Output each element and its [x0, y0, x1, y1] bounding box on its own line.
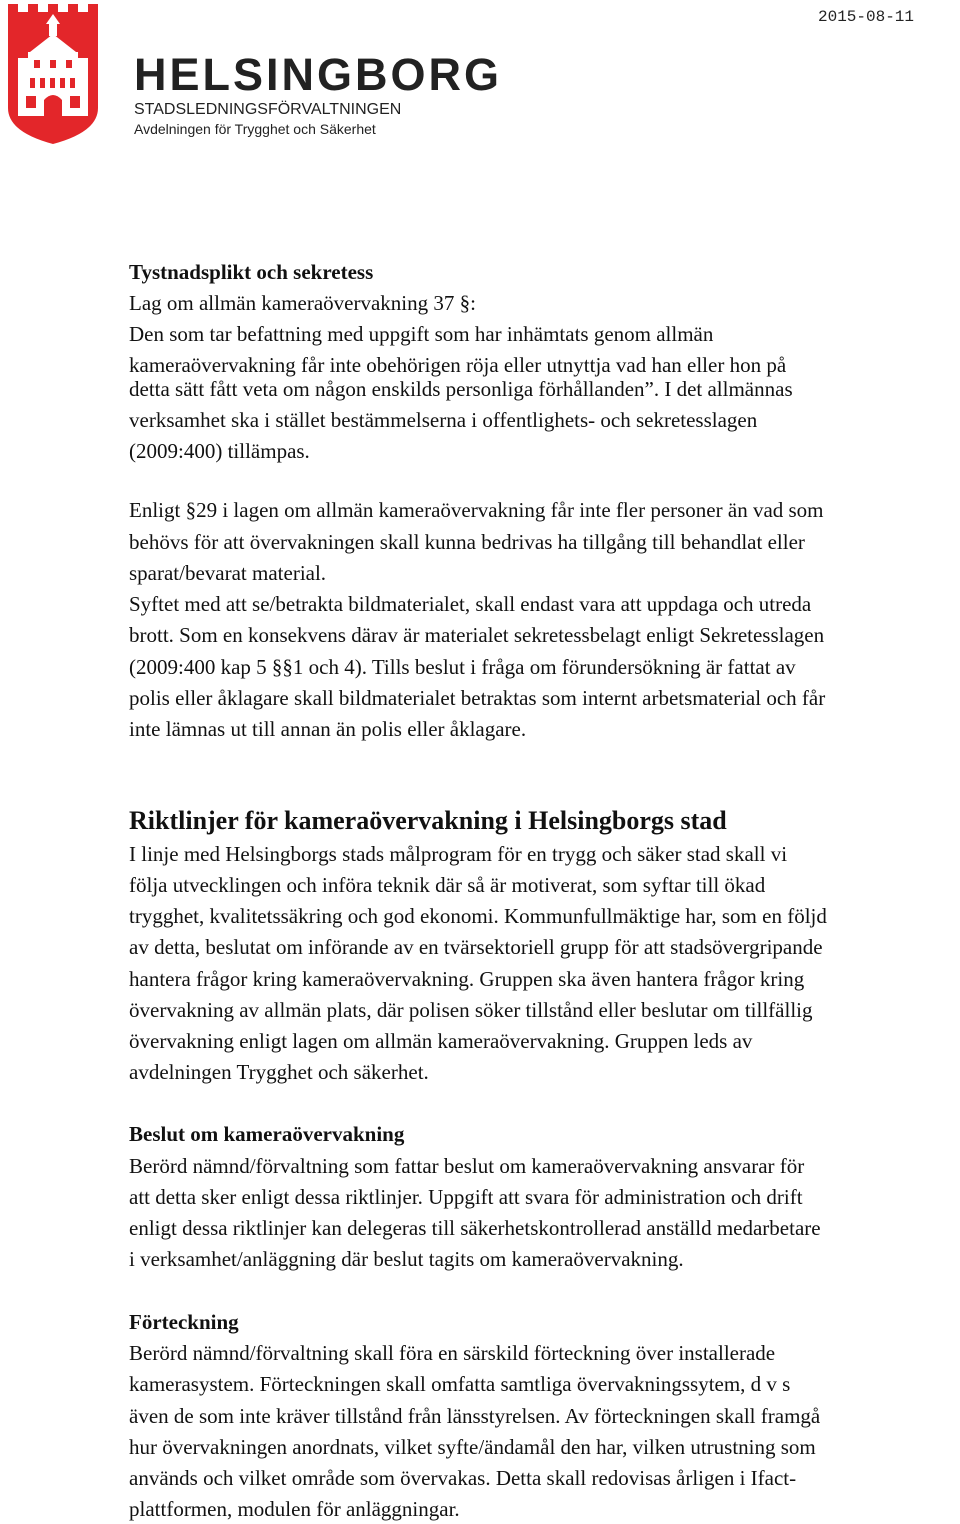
text-line: (2009:400 kap 5 §§1 och 4). Tills beslut i fråga om förundersökning är fattat av [129, 655, 796, 679]
helsingborg-coat-of-arms-icon [8, 4, 98, 144]
heading-forteckning: Förteckning [129, 1310, 239, 1334]
text-line: behövs för att övervakningen skall kunna bedrivas ha tillgång till behandlat eller [129, 530, 805, 554]
text-line: övervakning av allmän plats, där polisen söker tillstånd eller beslutar om tillfällig [129, 998, 813, 1022]
heading-tystnadsplikt: Tystnadsplikt och sekretess [129, 260, 374, 284]
text-line: av detta, beslutat om införande av en tvärsektoriell grupp för att stadsövergripande [129, 935, 823, 959]
text-line: hantera frågor kring kameraövervakning. Gruppen ska även hantera frågor kring [129, 967, 805, 991]
text-line: att detta sker enligt dessa riktlinjer. Uppgift att svara för administration och drift [129, 1185, 803, 1209]
org-name: HELSINGBORG [134, 49, 503, 100]
text-line: Enligt §29 i lagen om allmän kameraövervakning får inte fler personer än vad som [129, 498, 824, 522]
section-title-riktlinjer: Riktlinjer för kameraövervakning i Helsingborgs stad [129, 806, 727, 835]
text-line: Syftet med att se/betrakta bildmaterialet, skall endast vara att uppdaga och utreda [129, 592, 812, 616]
text-line: avdelningen Trygghet och säkerhet. [129, 1060, 429, 1084]
text-line: kameraövervakning får inte obehörigen röja eller utnyttja vad han eller hon på [129, 353, 787, 377]
text-line: Berörd nämnd/förvaltning som fattar beslut om kameraövervakning ansvarar för [129, 1154, 805, 1178]
org-unit: STADSLEDNINGSFÖRVALTNINGEN [134, 101, 402, 118]
text-line: brott. Som en konsekvens därav är materialet sekretessbelagt enligt Sekretesslagen [129, 623, 825, 647]
document-date: 2015-08-11 [817, 8, 914, 26]
text-line: (2009:400) tillämpas. [129, 439, 310, 463]
text-line: i verksamhet/anläggning där beslut tagits om kameraövervakning. [129, 1247, 684, 1271]
heading-beslut: Beslut om kameraövervakning [129, 1122, 405, 1146]
org-division: Avdelningen för Trygghet och Säkerhet [134, 121, 376, 137]
text-line: polis eller åklagare skall bildmaterialet betraktas som internt arbetsmaterial och får [129, 686, 826, 710]
text-line: kamerasystem. Förteckningen skall omfatta samtliga övervakningssytem, d v s [129, 1372, 791, 1396]
text-line: hur övervakningen anordnats, vilket syfte/ändamål den har, vilken utrustning som [129, 1435, 816, 1459]
text-line: trygghet, kvalitetssäkring och god ekonomi. Kommunfullmäktige har, som en följd [129, 904, 827, 928]
text-line: enligt dessa riktlinjer kan delegeras till säkerhetskontrollerad anställd medarbetare [129, 1216, 821, 1240]
text-line: detta sätt fått veta om någon enskilds personliga förhållanden”. I det allmännas [129, 377, 793, 401]
text-line: övervakning enligt lagen om allmän kameraövervakning. Gruppen leds av [129, 1029, 753, 1053]
text-line: I linje med Helsingborgs stads målprogram för en trygg och säker stad skall vi [129, 842, 788, 866]
text-line: används och vilket område som övervakas. Detta skall redovisas årligen i Ifact- [129, 1466, 797, 1490]
text-line: inte lämnas ut till annan än polis eller åklagare. [129, 717, 527, 741]
text-line: även de som inte kräver tillstånd från länsstyrelsen. Av förteckningen skall framgå [129, 1404, 821, 1428]
text-line: Den som tar befattning med uppgift som har inhämtats genom allmän [129, 322, 714, 346]
text-line: verksamhet ska i stället bestämmelserna i offentlighets- och sekretesslagen [129, 408, 758, 432]
text-line: Lag om allmän kameraövervakning 37 §: [129, 291, 476, 315]
text-line: sparat/bevarat material. [129, 561, 327, 585]
text-line: plattformen, modulen för anläggningar. [129, 1497, 460, 1521]
text-line: Berörd nämnd/förvaltning skall föra en särskild förteckning över installerade [129, 1341, 776, 1365]
text-line: följa utvecklingen och införa teknik där så är motiverat, som syftar till ökad [129, 873, 766, 897]
